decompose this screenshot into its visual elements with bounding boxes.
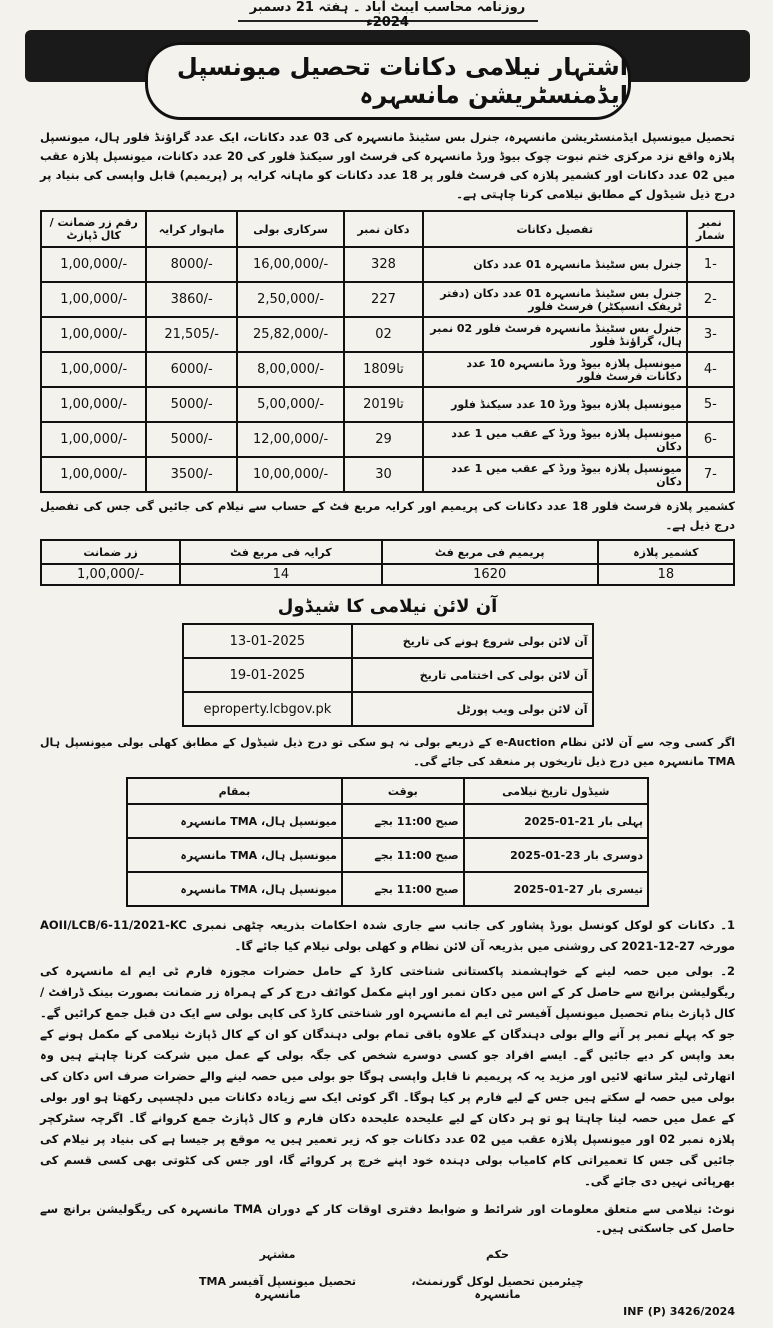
signature-title: حکم: [486, 1248, 509, 1261]
kashmir-note: کشمیر پلازہ فرسٹ فلور 18 عدد دکانات کی پریمیم اور کرایہ مربع فٹ کے حساب سے نیلام کی جائیں گی جس کی تفصیل درج ذیل ہے۔: [40, 499, 735, 532]
serial-cell: 4-: [687, 352, 734, 387]
serial-cell: 6-: [687, 422, 734, 457]
table-row: [183, 658, 593, 692]
open-auction-table: [126, 777, 649, 907]
term-1: 1۔ دکانات کو لوکل کونسل بورڈ پشاور کی جانب سے جاری شدہ احکامات بذریعہ چٹھی نمبری AOII/LCB/6-11/2021-KC مورخہ 27-12-2021 کی روشنی میں بذریعہ آن لائن نظام و کھلی بولی نیلام کیا جائے گا۔: [40, 918, 735, 953]
reserve-bid-cell: 2,50,000/-: [237, 282, 344, 317]
shop-detail-cell: میونسپل پلازہ بیوڈ ورڈ 10 عدد سیکنڈ فلور: [423, 387, 687, 422]
date-cell: تیسری بار 27-01-2025: [464, 872, 648, 906]
reserve-bid-cell: 8,00,000/-: [237, 352, 344, 387]
col-header: شیڈول تاریخ نیلامی: [464, 778, 648, 804]
shop-number-cell: 02: [344, 317, 422, 352]
rent-cell: 8000/-: [146, 247, 236, 282]
col-header: سرکاری بولی: [237, 211, 344, 247]
col-header: تفصیل دکانات: [423, 211, 687, 247]
header: [25, 28, 750, 124]
deposit-cell: 1,00,000/-: [41, 457, 146, 492]
shop-number-cell: 18تا09: [344, 352, 422, 387]
table-header-row: [41, 211, 734, 247]
table-row: [127, 804, 648, 838]
col-header: نمبر شمار: [687, 211, 734, 247]
shop-detail-cell: میونسپل پلازہ بیوڈ ورڈ کے عقب میں 1 عدد دکان: [423, 422, 687, 457]
signature-title: مشتہر: [259, 1248, 296, 1261]
time-cell: صبح 11:00 بجے: [342, 872, 464, 906]
deposit-cell: 1,00,000/-: [41, 422, 146, 457]
reference-number: INF (P) 3426/2024: [623, 1305, 735, 1318]
venue-cell: میونسپل ہال، TMA مانسہرہ: [127, 872, 342, 906]
rent-cell: 3500/-: [146, 457, 236, 492]
col-header: کرایہ فی مربع فٹ: [180, 540, 382, 564]
shop-number-cell: 30: [344, 457, 422, 492]
table-row: [127, 838, 648, 872]
serial-cell: 7-: [687, 457, 734, 492]
col-header: بمقام: [127, 778, 342, 804]
kashmir-table: [40, 539, 735, 586]
col-header: بوقت: [342, 778, 464, 804]
col-header: رقم زر ضمانت / کال ڈپازٹ: [41, 211, 146, 247]
rent-cell: 6000/-: [146, 352, 236, 387]
table-row: [41, 317, 734, 352]
serial-cell: 5-: [687, 387, 734, 422]
reserve-bid-cell: 12,00,000/-: [237, 422, 344, 457]
time-cell: صبح 11:00 بجے: [342, 838, 464, 872]
deposit-cell: 1,00,000/-: [41, 564, 180, 585]
col-header: ماہوار کرایہ: [146, 211, 236, 247]
schedule-value-cell: eproperty.lcbgov.pk: [183, 692, 353, 726]
rent-cell: 5000/-: [146, 422, 236, 457]
term-2: 2۔ بولی میں حصہ لینے کے خواہشمند پاکستانی شناختی کارڈ کے حامل حضرات مجوزہ فارم ٹی ایم اے مانسہرہ کی ریگولیشن برانچ سے حاصل کر کے اس میں دکان نمبر اور اپنے مکمل کوائف درج کر کے ہمراہ زر ضمانت بصورت بینک ڈرافٹ / کال ڈپازٹ بنام تحصیل میونسپل آفیسر ٹی ایم اے مانسہرہ اور شناختی کارڈ کی کاپی بولی سے ایک دن قبل جمع کرائیں گے۔ جو کہ پہلے نمبر پر آنے والے بولی دہندگان کے علاوہ باقی تمام بولی دہندگان کو ان کے کال ڈپازٹ نیلامی کے مکمل ہونے کے بعد واپس کر دیے جائیں گے۔ ایسے افراد جو کسی دوسرے شخص کی جگہ بولی کے عمل میں شرکت کرنا چاہتے ہیں وہ اتھارٹی لیٹر ساتھ لائیں اور مزید یہ کہ پریمیم نا قابل واپسی ہوگا جو بولی میں حصہ لینے والے حضرات صرف اس دکان کی بولی میں حصہ لے سکتے ہیں جس کے لیے فارم پر کیا ہوگا۔ اگر کوئی ایک سے زیادہ دکانات میں دلچسپی رکھتا ہو اور بولی کے عمل میں حصہ لینا چاہتا ہو تو ہر دکان کے لیے علیحدہ علیحدہ دکان فارم و کال ڈپازٹ جمع کروانے گا۔ اگرچہ سٹرکچر پلازہ نمبر 02 اور میونسپل پلازہ عقب میں 02 عدد دکانات جو کہ زیر تعمیر ہیں یہ موقع پر جیسا ہے کی بنیاد پر نیلام کی جائیں گی جس کا تعمیراتی کام کامیاب بولی دہندہ خود اپنے خرچ پر کروائے گا، اور جس کی کٹوتی بھی کسی قسم کی بھرپائی نہیں دی جائے گی۔: [40, 964, 735, 1188]
table-row: [127, 872, 648, 906]
shop-detail-cell: جنرل بس سٹینڈ مانسہرہ فرسٹ فلور 02 نمبر ہال، گراؤنڈ فلور: [423, 317, 687, 352]
shop-number-cell: 20تا19: [344, 387, 422, 422]
schedule-title: آن لائن نیلامی کا شیڈول: [277, 596, 498, 617]
shop-number-cell: 328: [344, 247, 422, 282]
intro-paragraph: تحصیل میونسپل ایڈمنسٹریشن مانسہرہ، جنرل بس سٹینڈ مانسہرہ کی 03 عدد دکانات، ایک عدد گراؤنڈ فلور ہال، میونسپل پلازہ واقع نزد مرکزی ختم نبوت چوک بیوڈ ورڈ مانسہرہ کی فرسٹ اور سیکنڈ فلور کی 20 عدد دکانات، میونسپل پلازہ عقب میں 02 عدد دکانات اور کشمیر پلازہ کی فرسٹ فلور پر 18 عدد دکانات کو ماہانہ کرایہ پر (پریمیم) قابل واپسی کی بنیاد پر درج ذیل شیڈول کے مطابق نیلامی کرنا چاہتی ہے۔: [40, 130, 736, 201]
newspaper-masthead: روزنامہ محاسب ایبٹ آباد ۔ ہفتہ 21 دسمبر 2024ء: [238, 0, 538, 22]
col-header: زر ضمانت: [41, 540, 180, 564]
venue-cell: میونسپل ہال، TMA مانسہرہ: [127, 804, 342, 838]
shop-number-cell: 29: [344, 422, 422, 457]
shop-detail-cell: جنرل بس سٹینڈ مانسہرہ 01 عدد دکان: [423, 247, 687, 282]
deposit-cell: 1,00,000/-: [41, 352, 146, 387]
schedule-label-cell: آن لائن بولی کی اختتامی تاریخ: [352, 658, 592, 692]
table-row: [41, 457, 734, 492]
signatures: [40, 1248, 735, 1301]
terms: [40, 915, 735, 1192]
date-cell: پہلی بار 21-01-2025: [464, 804, 648, 838]
shop-detail-cell: میونسپل پلازہ بیوڈ ورڈ کے عقب میں 1 عدد دکان: [423, 457, 687, 492]
reserve-bid-cell: 16,00,000/-: [237, 247, 344, 282]
table-row: [41, 387, 734, 422]
deposit-cell: 1,00,000/-: [41, 387, 146, 422]
eauction-note: اگر کسی وجہ سے آن لائن نظام e-Auction کے ذریعے بولی نہ ہو سکی تو درج ذیل شیڈول کے مطابق کھلی بولی میونسپل ہال TMA مانسہرہ میں درج ذیل تاریخوں پر منعقد کی جائے گی۔: [40, 736, 735, 768]
shop-number-cell: 227: [344, 282, 422, 317]
shop-detail-cell: جنرل بس سٹینڈ مانسہرہ 01 عدد دکان (دفتر ٹریفک انسپکٹر) فرسٹ فلور: [423, 282, 687, 317]
col-header: کشمیر پلازہ: [598, 540, 734, 564]
rent-cell: 3860/-: [146, 282, 236, 317]
serial-cell: 1-: [687, 247, 734, 282]
date-cell: دوسری بار 23-01-2025: [464, 838, 648, 872]
signature-name: تحصیل میونسپل آفیسر TMA مانسہرہ: [199, 1275, 356, 1301]
rent-cell: 21,505/-: [146, 317, 236, 352]
table-row: [41, 247, 734, 282]
deposit-cell: 1,00,000/-: [41, 282, 146, 317]
schedule-value-cell: 13-01-2025: [183, 624, 353, 658]
table-row: [41, 564, 734, 585]
col-header: دکان نمبر: [344, 211, 422, 247]
footnote: نوٹ: نیلامی سے متعلق معلومات اور شرائط و ضوابط دفتری اوقات کار کے دوران TMA مانسہرہ کی ریگولیشن برانچ سے حاصل کی جاسکتی ہیں۔: [40, 1202, 735, 1235]
schedule-label-cell: آن لائن بولی شروع ہونے کی تاریخ: [352, 624, 592, 658]
reserve-bid-cell: 10,00,000/-: [237, 457, 344, 492]
signature-left: [178, 1248, 378, 1301]
deposit-cell: 1,00,000/-: [41, 317, 146, 352]
time-cell: صبح 11:00 بجے: [342, 804, 464, 838]
serial-cell: 2-: [687, 282, 734, 317]
table-row: [183, 624, 593, 658]
col-header: پریمیم فی مربع فٹ: [382, 540, 598, 564]
reserve-bid-cell: 25,82,000/-: [237, 317, 344, 352]
schedule-value-cell: 19-01-2025: [183, 658, 353, 692]
table-row: [41, 282, 734, 317]
reserve-bid-cell: 5,00,000/-: [237, 387, 344, 422]
schedule-label-cell: آن لائن بولی ویب پورٹل: [352, 692, 592, 726]
serial-cell: 3-: [687, 317, 734, 352]
table-row: [183, 692, 593, 726]
deposit-cell: 1,00,000/-: [41, 247, 146, 282]
shop-detail-cell: میونسپل پلازہ بیوڈ ورڈ مانسہرہ 10 عدد دکانات فرسٹ فلور: [423, 352, 687, 387]
online-schedule-table: [182, 623, 594, 727]
shops-count-cell: 18: [598, 564, 734, 585]
signature-name: چیئرمین تحصیل لوکل گورنمنٹ، مانسہرہ: [411, 1275, 584, 1301]
premium-cell: 1620: [382, 564, 598, 585]
rent-cell: 5000/-: [146, 387, 236, 422]
venue-cell: میونسپل ہال، TMA مانسہرہ: [127, 838, 342, 872]
signature-right: [398, 1248, 598, 1301]
shops-table: [40, 210, 735, 493]
rent-cell: 14: [180, 564, 382, 585]
page-title: اشتہار نیلامی دکانات تحصیل میونسپل ایڈمنسٹریشن مانسہرہ: [145, 42, 631, 120]
table-row: [41, 352, 734, 387]
table-row: [41, 422, 734, 457]
